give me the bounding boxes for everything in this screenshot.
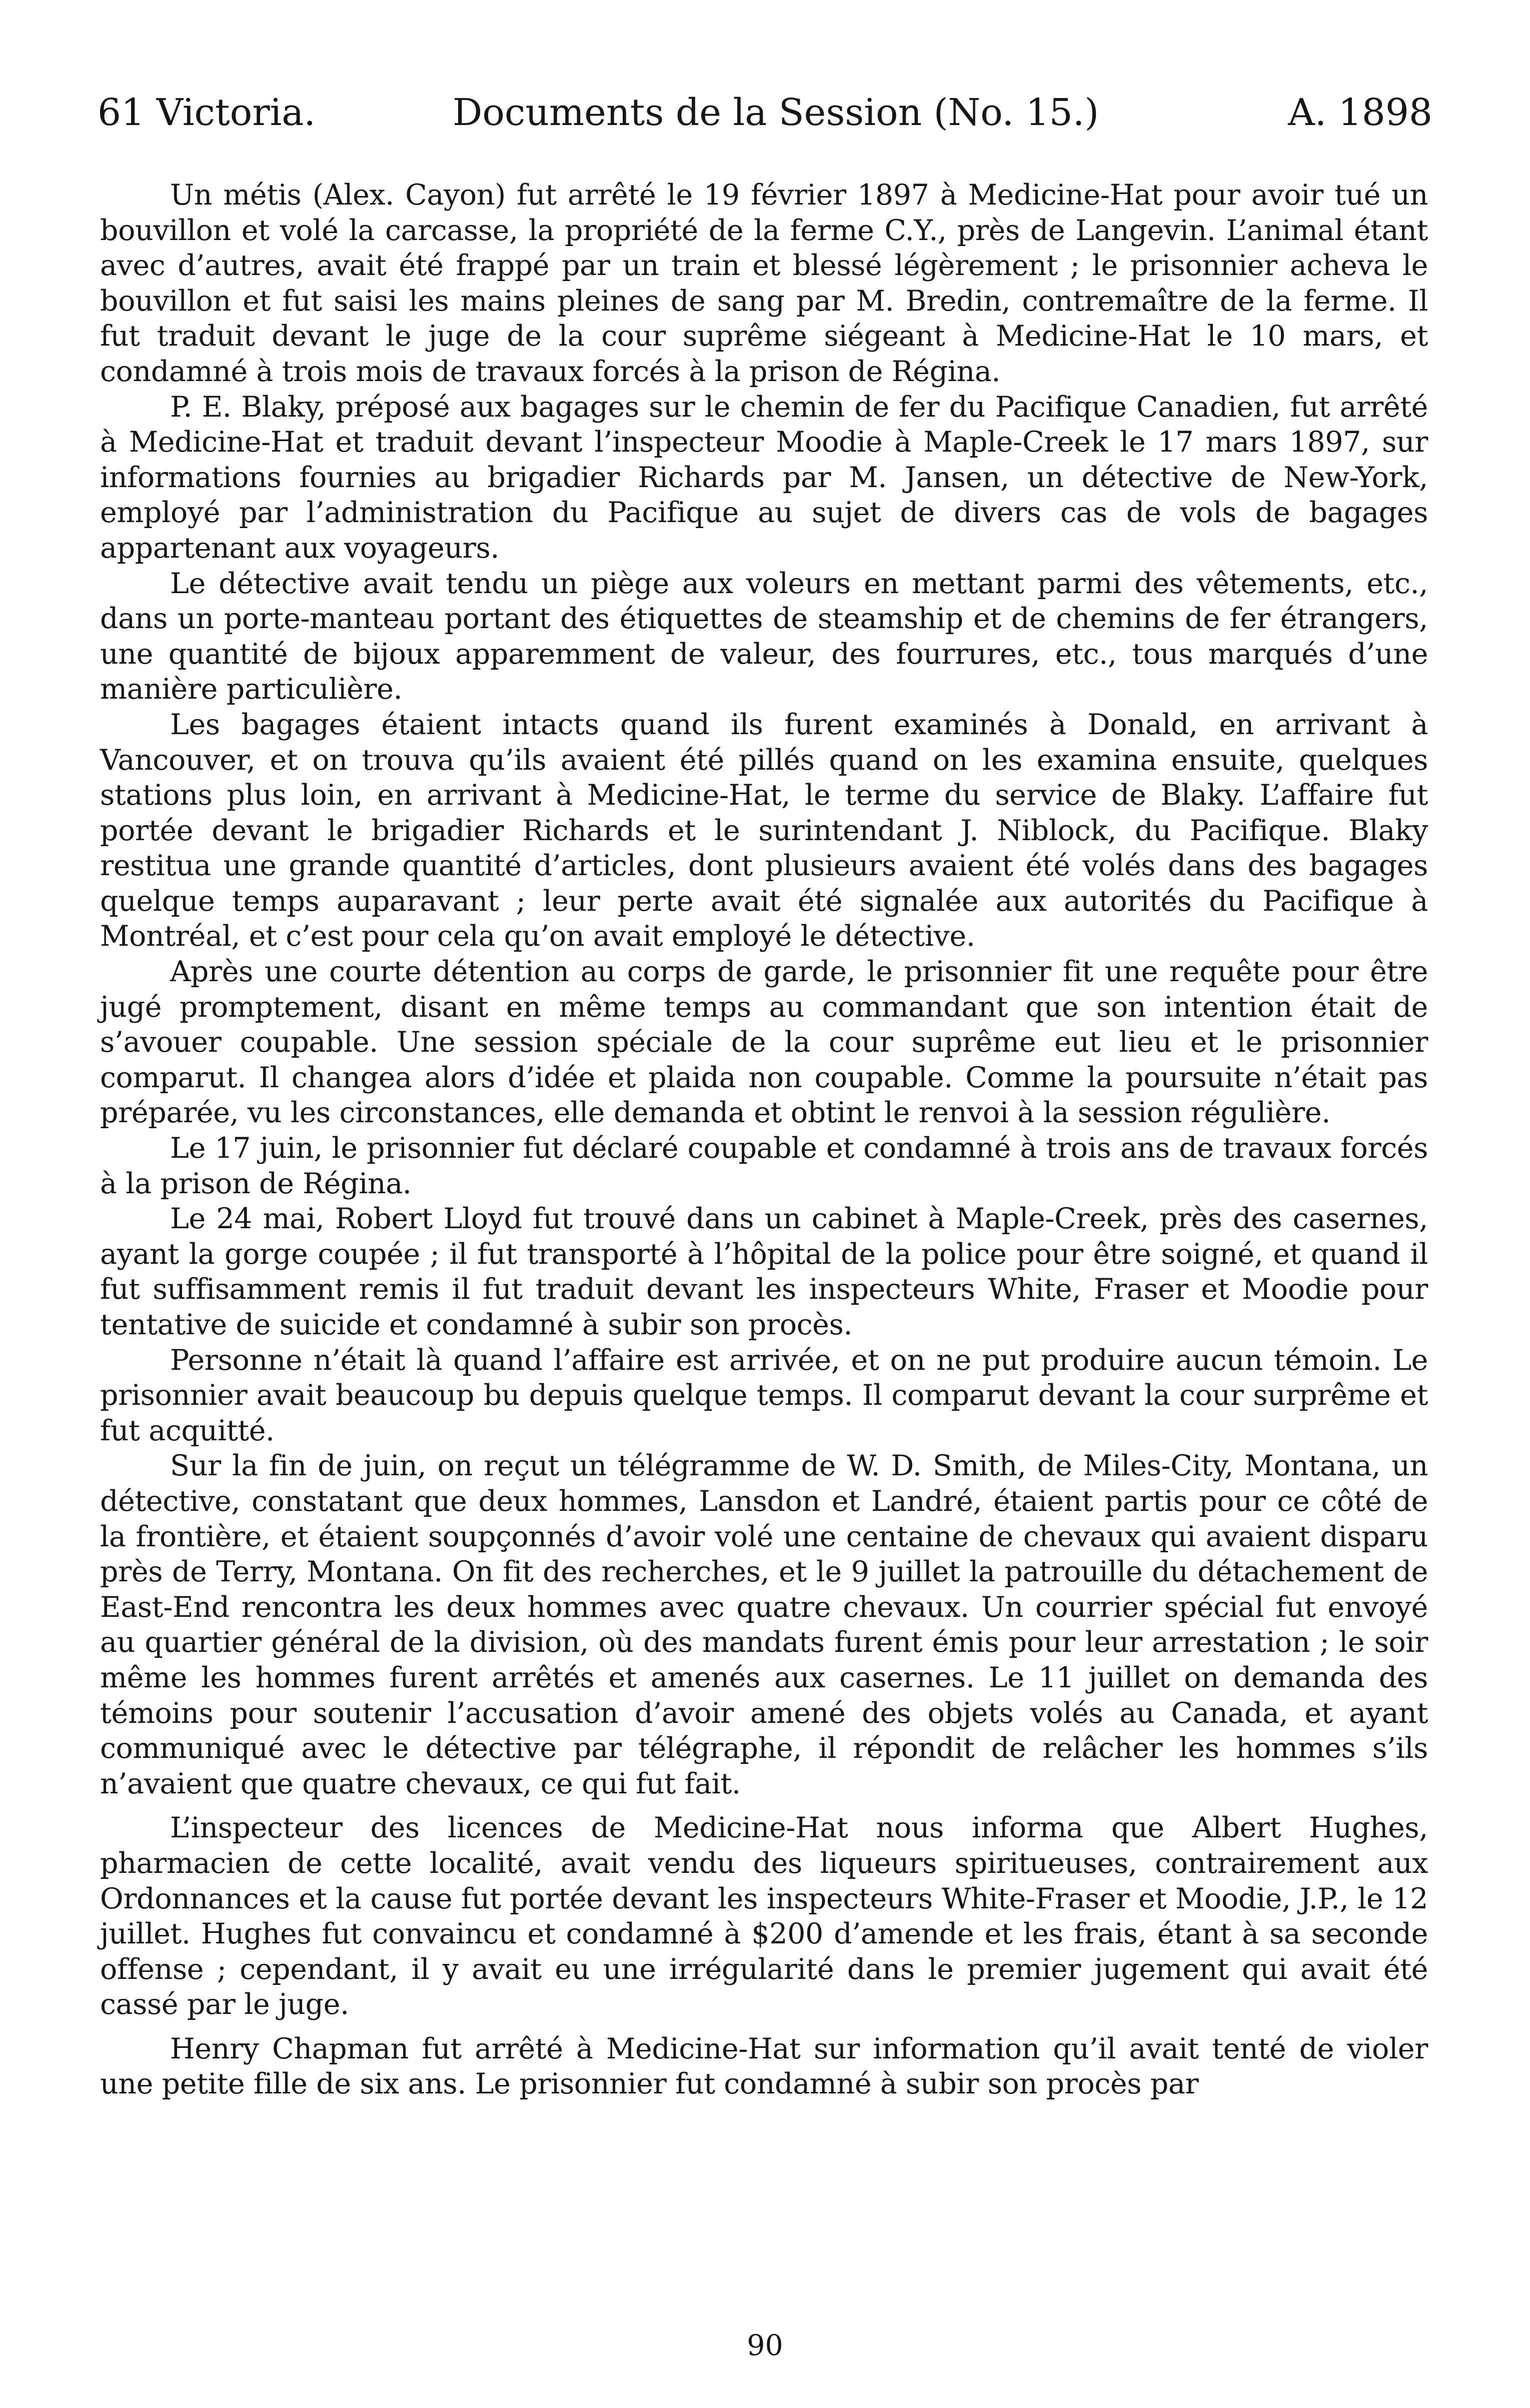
page-header [98, 85, 1432, 140]
paragraph-hughes: L’inspecteur des licences de Medicine-Hat nous informa que Albert Hughes, pharmacien de cette localité, avait vendu des liqueurs spiritueuses, contrairement aux Ordonnances et la cause fut portée devant les inspecteurs White-Fraser et Moodie, J.P., le 12 juillet. Hughes fut convaincu et condamné à $200 d’amende et les frais, étant à sa seconde offense ; cependant, il y avait eu une irrégularité dans le premier jugement qui avait été cassé par le juge. [100, 1811, 1428, 2021]
paragraph-cayon: Un métis (Alex. Cayon) fut arrêté le 19 février 1897 à Medicine-Hat pour avoir tué un bouvillon et volé la carcasse, la propriété de la ferme C.Y., près de Langevin. L’animal étant avec d’autres, avait été frappé par un train et blessé légèrement ; le prisonnier acheva le bouvillon et fut saisi les mains pleines de sang par M. Bredin, contremaître de la ferme. Il fut traduit devant le juge de la cour suprême siégeant à Medicine-Hat le 10 mars, et condamné à trois mois de travaux forcés à la prison de Régina. [100, 179, 1428, 388]
paragraph-chapman: Henry Chapman fut arrêté à Medicine-Hat sur information qu’il avait tenté de violer une petite fille de six ans. Le prisonnier fut condamné à subir son procès par [100, 2032, 1428, 2101]
page-number: 90 [747, 2329, 783, 2362]
header-document-title: Documents de la Session (No. 15.) [453, 91, 1099, 134]
paragraph-lloyd-acquitted: Personne n’était là quand l’affaire est arrivée, et on ne put produire aucun témoin. Le prisonnier avait beaucoup bu depuis quelque temps. Il comparut devant la cour surprême et fut acquitté. [100, 1343, 1428, 1447]
paragraph-lloyd: Le 24 mai, Robert Lloyd fut trouvé dans un cabinet à Maple-Creek, près des casernes, ayant la gorge coupée ; il fut transporté à l’hôpital de la police pour être soigné, et quand il fut suffisamment remis il fut traduit devant les inspecteurs White, Fraser et Moodie pour tentative de suicide et condamné à subir son procès. [100, 1202, 1428, 1341]
paragraph-detective-trap: Le détective avait tendu un piège aux voleurs en mettant parmi des vêtements, etc., dans un porte-manteau portant des étiquettes de steamship et de chemins de fer étrangers, une quantité de bijoux apparemment de valeur, des fourrures, etc., tous marqués d’une manière particulière. [100, 567, 1428, 706]
body-text [100, 178, 1428, 2102]
paragraph-sentence-blaky: Le 17 juin, le prisonnier fut déclaré coupable et condamné à trois ans de travaux forcés à la prison de Régina. [100, 1132, 1428, 1200]
header-regnal-year: 61 Victoria. [98, 91, 316, 134]
header-year: A. 1898 [1288, 91, 1432, 134]
paragraph-baggage-examined: Les bagages étaient intacts quand ils furent examinés à Donald, en arrivant à Vancouver, et on trouva qu’ils avaient été pillés quand on les examina ensuite, quelques stations plus loin, en arrivant à Medicine-Hat, le terme du service de Blaky. L’affaire fut portée devant le brigadier Richards et le surintendant J. Niblock, du Pacifique. Blaky restitua une grande quantité d’articles, dont plusieurs avaient été volés dans des bagages quelque temps auparavant ; leur perte avait été signalée aux autorités du Pacifique à Montréal, et c’est pour cela qu’on avait employé le détective. [100, 708, 1428, 953]
paragraph-horse-thieves: Sur la fin de juin, on reçut un télégramme de W. D. Smith, de Miles-City, Montana, un détective, constatant que deux hommes, Lansdon et Landré, étaient partis pour ce côté de la frontière, et étaient soupçonnés d’avoir volé une centaine de chevaux qui avaient disparu près de Terry, Montana. On fit des recherches, et le 9 juillet la patrouille du détachement de East-End rencontra les deux hommes avec quatre chevaux. Un courrier spécial fut envoyé au quartier général de la division, où des mandats furent émis pour leur arrestation ; le soir même les hommes furent arrêtés et amenés aux casernes. Le 11 juillet on demanda des témoins pour soutenir l’accusation d’avoir amené des objets volés au Canada, et ayant communiqué avec le détective par télégraphe, il répondit de relâcher les hommes s’ils n’avaient que quatre chevaux, ce qui fut fait. [100, 1449, 1428, 1800]
paragraph-blaky-arrest: P. E. Blaky, préposé aux bagages sur le chemin de fer du Pacifique Canadien, fut arrêté à Medicine-Hat et traduit devant l’inspecteur Moodie à Maple-Creek le 17 mars 1897, sur informations fournies au brigadier Richards par M. Jansen, un détective de New-York, employé par l’administration du Pacifique au sujet de divers cas de vols de bagages appartenant aux voyageurs. [100, 390, 1428, 565]
paragraph-detention: Après une courte détention au corps de garde, le prisonnier fit une requête pour être jugé promptement, disant en même temps au commandant que son intention était de s’avouer coupable. Une session spéciale de la cour suprême eut lieu et le prisonnier comparut. Il changea alors d’idée et plaida non coupable. Comme la poursuite n’était pas préparée, vu les circonstances, elle demanda et obtint le renvoi à la session régulière. [100, 955, 1428, 1130]
